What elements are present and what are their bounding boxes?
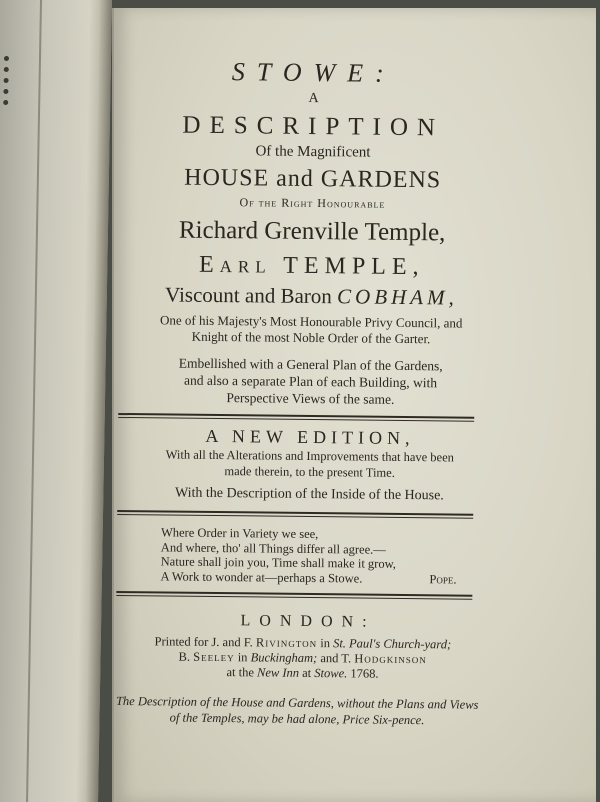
viscount-prefix: Viscount and Baron	[165, 282, 332, 309]
council-line-1: One of his Majesty's Most Honourable Privy Council, and	[159, 312, 463, 331]
imprint-year: 1768.	[350, 666, 379, 681]
book-gutter	[86, 0, 112, 802]
page-edge	[26, 0, 42, 802]
embellished-line-3: Perspective Views of the same.	[226, 390, 395, 407]
new-edition: A NEW EDITION,	[205, 425, 415, 449]
of-the-magnificent: Of the Magnificent	[255, 143, 371, 161]
imprint-rivington: Rivington	[255, 635, 318, 651]
imprint-text: in	[237, 650, 248, 665]
of-the-right-honourable: Of the Right Honourable	[239, 195, 386, 211]
council-line-2: Knight of the most Noble Order of the Garter.	[191, 328, 431, 347]
imprint-text: at	[302, 665, 312, 681]
dedicatee-name: Richard Grenville Temple,	[178, 216, 446, 247]
inside-of-house-line: With the Description of the Inside of the House.	[174, 485, 444, 504]
price-note-line-1: The Description of the House and Gardens, without the Plans and Views	[115, 693, 479, 712]
alterations-line-2: made therein, to the present Time.	[224, 464, 395, 480]
verse-line: And where, tho' all Things differ all agree.—	[160, 539, 386, 557]
viscount-line	[125, 280, 497, 312]
house-and-gardens: HOUSE and GARDENS	[184, 164, 442, 194]
title-stowe: STOWE:	[231, 57, 396, 88]
facing-left-page	[0, 0, 112, 802]
imprint-text: and T.	[320, 651, 352, 666]
title-description: DESCRIPTION	[182, 111, 445, 142]
price-note	[101, 693, 493, 729]
council-text	[125, 312, 497, 348]
verse-author: Pope.	[429, 571, 457, 587]
title-page-text	[115, 54, 500, 729]
imprint-church-yard: St. Paul's Church-yard;	[333, 636, 452, 652]
place-london: LONDON:	[240, 612, 376, 631]
hole-mark	[4, 67, 9, 72]
alterations-text	[124, 446, 496, 482]
imprint-hodgkinson: Hodgkinson	[354, 651, 427, 667]
embellished-text	[124, 354, 497, 409]
imprint-new-inn: New Inn	[256, 665, 300, 680]
viscount-name: COBHAM,	[336, 284, 458, 310]
hole-mark	[3, 100, 8, 105]
verse-line: Where Order in Variety we see,	[160, 525, 319, 542]
verse-line: A Work to wonder at—perhaps a Stowe.	[160, 568, 363, 586]
hole-mark	[3, 89, 8, 94]
imprint	[111, 634, 493, 683]
imprint-text: Printed for J. and F.	[154, 634, 253, 650]
embellished-line-2: and also a separate Plan of each Building, with	[183, 372, 438, 391]
imprint-text: at the	[226, 665, 254, 680]
binding-marks	[0, 50, 17, 111]
earl-temple: Earl TEMPLE,	[198, 251, 425, 281]
epigraph-verse	[120, 525, 477, 587]
imprint-text: B.	[178, 649, 191, 664]
verse-line: Nature shall join you, Time shall make it grow,	[160, 554, 397, 571]
title-a: A	[308, 90, 319, 107]
imprint-stowe: Stowe.	[314, 666, 348, 681]
hole-mark	[4, 78, 9, 83]
embellished-line-1: Embellished with a General Plan of the Gardens,	[178, 355, 443, 374]
imprint-buckingham: Buckingham;	[250, 650, 318, 666]
hole-mark	[4, 56, 9, 61]
imprint-seeley: Seeley	[193, 649, 235, 665]
price-note-line-2: of the Temples, may be had alone, Price Six-pence.	[169, 710, 425, 728]
imprint-text: in	[320, 636, 331, 651]
alterations-line-1: With all the Alterations and Improvements that have been	[165, 447, 455, 465]
